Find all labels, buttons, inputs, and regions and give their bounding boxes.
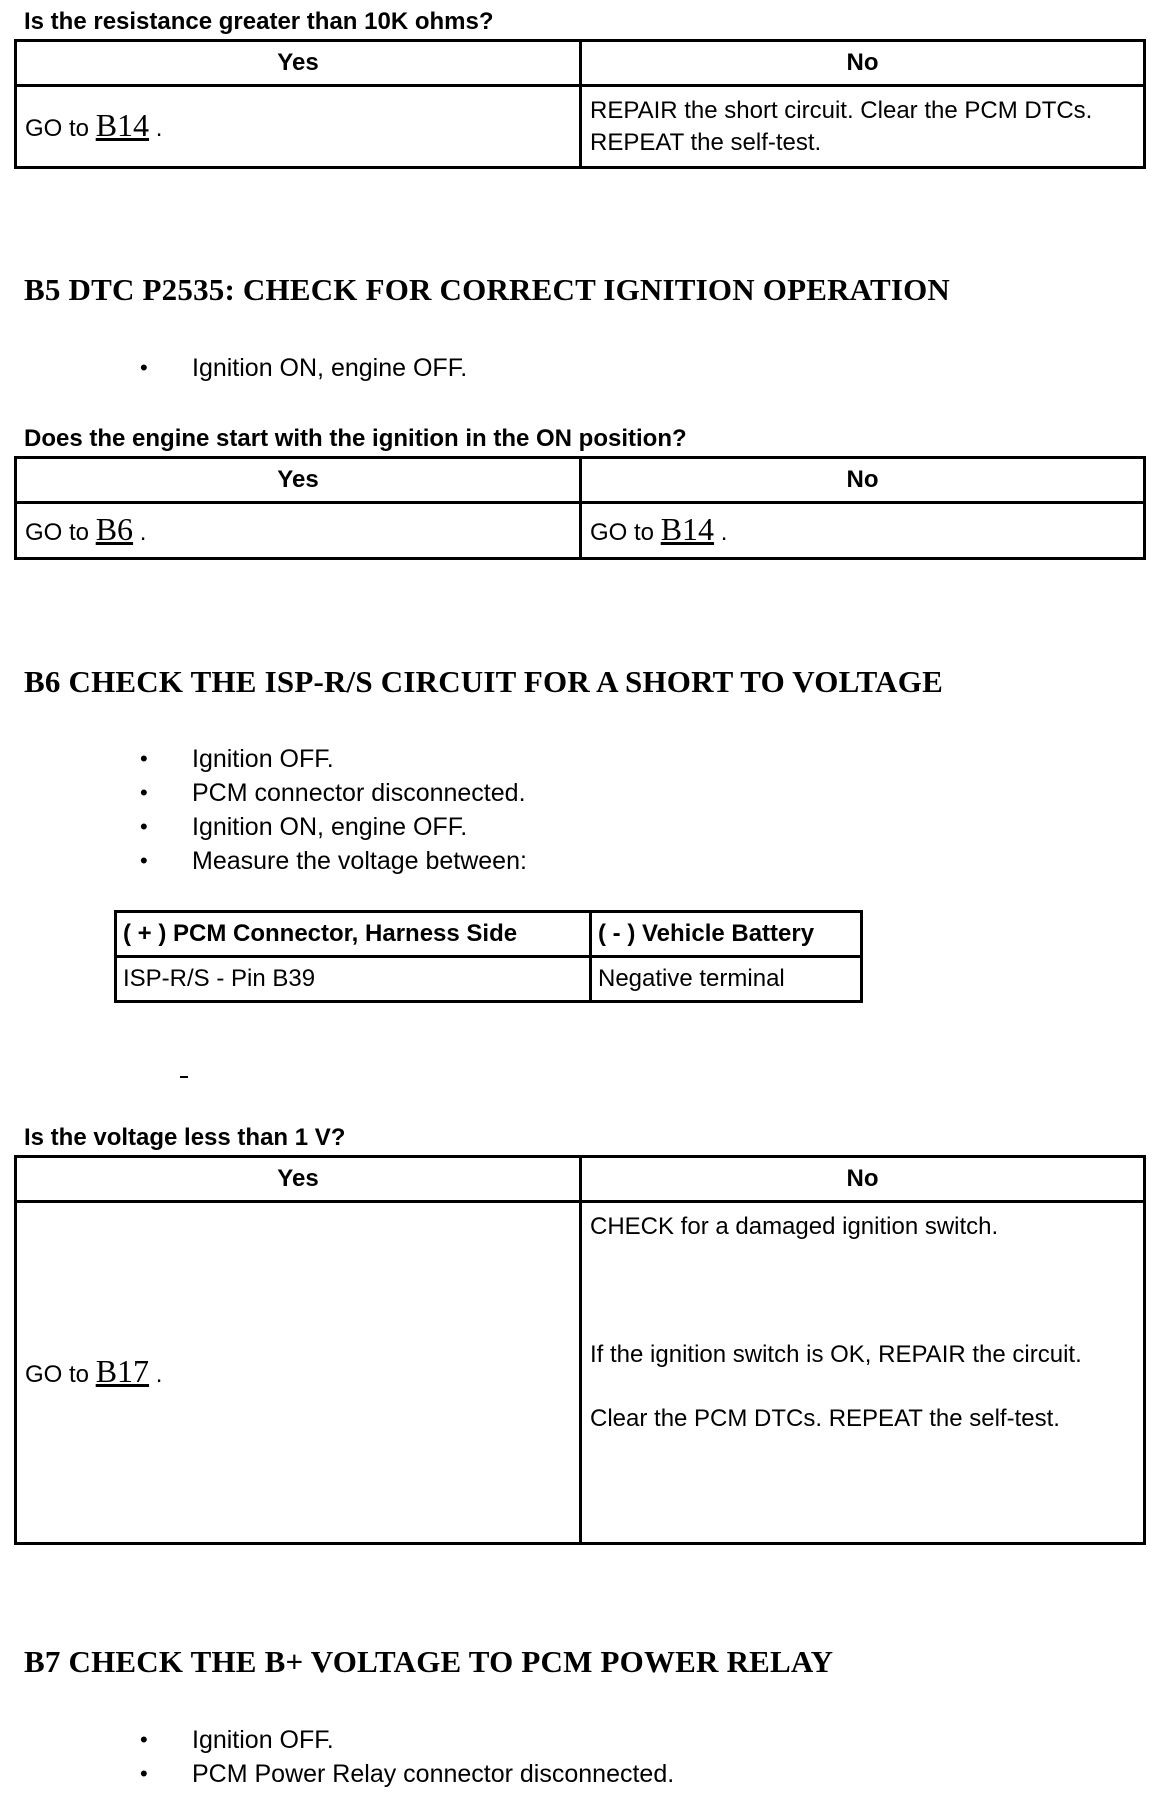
- b6-bullet-item: • Measure the voltage between:: [140, 844, 527, 878]
- b5-yes-link[interactable]: B6: [95, 510, 134, 547]
- b6-bullet-item: • PCM connector disconnected.: [140, 776, 527, 810]
- b5-yes-suffix: .: [133, 518, 147, 546]
- b7-heading: B7 CHECK THE B+ VOLTAGE TO PCM POWER RELAY: [24, 1644, 834, 1679]
- b6-bullet-item: • Ignition ON, engine OFF.: [140, 810, 527, 844]
- q1-no-cell: REPAIR the short circuit. Clear the PCM DTCs. REPEAT the self-test.: [581, 86, 1145, 168]
- b6-yes-header: Yes: [16, 1157, 581, 1202]
- b6-yes-link[interactable]: B17: [95, 1352, 150, 1389]
- q1-question: Is the resistance greater than 10K ohms?: [24, 8, 494, 35]
- b5-no-link[interactable]: B14: [660, 510, 715, 547]
- b7-bullet-item: • Ignition OFF.: [140, 1723, 674, 1757]
- b6-no-line-1: CHECK for a damaged ignition switch.: [590, 1213, 999, 1240]
- b6-no-cell: [581, 1202, 1145, 1544]
- b5-bullet-item: • Ignition ON, engine OFF.: [140, 351, 467, 385]
- b6-no-header: No: [581, 1157, 1145, 1202]
- q1-yes-cell: [16, 86, 581, 168]
- b5-yes-header: Yes: [16, 458, 581, 503]
- b7-bullet-item: • PCM Power Relay connector disconnected.: [140, 1757, 674, 1791]
- b5-bullet-list: [140, 351, 467, 385]
- b6-no-line-3: Clear the PCM DTCs. REPEAT the self-test.: [590, 1405, 1060, 1432]
- stray-dash-mark: [180, 1076, 188, 1078]
- b5-heading: B5 DTC P2535: CHECK FOR CORRECT IGNITION OPERATION: [24, 272, 951, 307]
- b6-heading: B6 CHECK THE ISP-R/S CIRCUIT FOR A SHORT TO VOLTAGE: [24, 664, 943, 699]
- meas-cell-pin: ISP-R/S - Pin B39: [116, 957, 591, 1002]
- q1-yes-prefix: GO to: [25, 114, 90, 142]
- b6-bullet-list: [140, 742, 527, 878]
- meas-header-negative: ( - ) Vehicle Battery: [591, 912, 862, 957]
- b6-yes-prefix: GO to: [25, 1360, 90, 1388]
- b6-no-line-2: If the ignition switch is OK, REPAIR the circuit.: [590, 1341, 1082, 1368]
- q1-table: [14, 39, 1146, 169]
- b5-no-header: No: [581, 458, 1145, 503]
- b6-yes-suffix: .: [149, 1360, 163, 1388]
- q1-yes-link[interactable]: B14: [95, 106, 150, 143]
- b5-no-suffix: .: [714, 518, 728, 546]
- b6-table: [14, 1155, 1146, 1545]
- b5-question: Does the engine start with the ignition in the ON position?: [24, 425, 687, 452]
- b5-table: [14, 456, 1146, 560]
- q1-yes-header: Yes: [16, 41, 581, 86]
- q1-no-header: No: [581, 41, 1145, 86]
- b5-yes-cell: [16, 503, 581, 559]
- b5-no-cell: [581, 503, 1145, 559]
- b6-question: Is the voltage less than 1 V?: [24, 1124, 346, 1151]
- b6-measurement-table: [114, 910, 863, 1003]
- b5-no-prefix: GO to: [590, 518, 655, 546]
- b7-bullet-list: [140, 1723, 674, 1791]
- meas-header-positive: ( + ) PCM Connector, Harness Side: [116, 912, 591, 957]
- b6-yes-cell: [16, 1202, 581, 1544]
- b6-bullet-item: • Ignition OFF.: [140, 742, 527, 776]
- b5-yes-prefix: GO to: [25, 518, 90, 546]
- q1-yes-suffix: .: [149, 114, 163, 142]
- meas-cell-terminal: Negative terminal: [591, 957, 862, 1002]
